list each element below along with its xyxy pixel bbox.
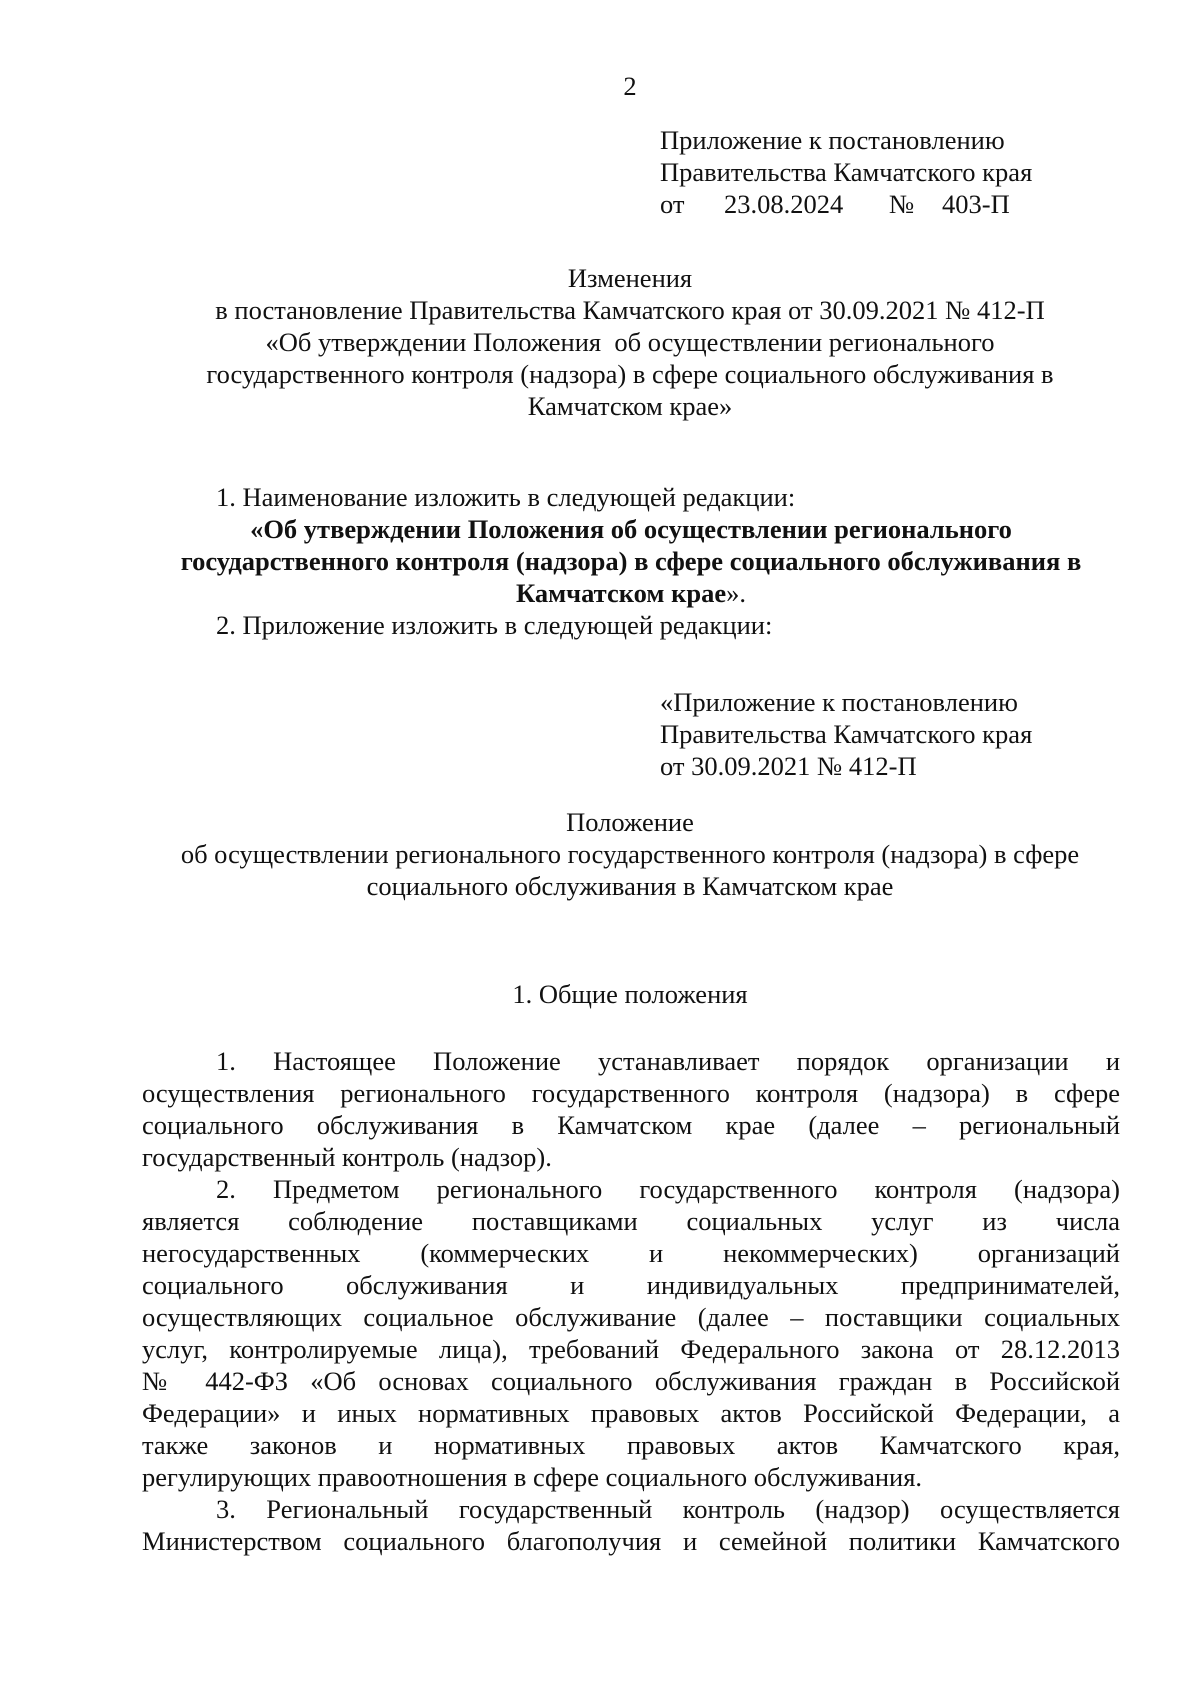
changes-line-2: «Об утверждении Положения об осуществлении регионального [265, 327, 995, 357]
appendix-line-1: Приложение к постановлению [660, 125, 1005, 155]
paragraph-2 [142, 1173, 1120, 1493]
paragraph-2-line: Федерации» и иных нормативных правовых актов Российской Федерации, а [142, 1398, 1120, 1428]
changes-line-3: государственного контроля (надзора) в сфере социального обслуживания в [206, 359, 1054, 389]
item-1-bold-line-3-text: Камчатском крае [515, 578, 727, 608]
changes-line-1: в постановление Правительства Камчатского края от 30.09.2021 № 412-П [215, 295, 1045, 325]
item-1-bold-line-2: государственного контроля (надзора) в сфере социального обслуживания в [180, 546, 1082, 576]
item-1-new-title [142, 513, 1120, 609]
item-1-bold-line-1: «Об утверждении Положения об осуществлении регионального [250, 514, 1012, 544]
paragraph-2-line: является соблюдение поставщиками социальных услуг из числа [142, 1206, 1120, 1236]
regulation-line-2: социального обслуживания в Камчатском крае [366, 871, 894, 901]
new-appendix-line-2: Правительства Камчатского края [660, 719, 1033, 749]
paragraph-1-line: государственный контроль (надзор). [142, 1142, 552, 1172]
paragraph-2-line: негосударственных (коммерческих и некоммерческих) организаций [142, 1238, 1120, 1268]
paragraph-2-line: регулирующих правоотношения в сфере социального обслуживания. [142, 1462, 923, 1492]
paragraph-1-line: осуществления регионального государственного контроля (надзора) в сфере [142, 1078, 1120, 1108]
changes-line-4: Камчатском крае» [527, 391, 733, 421]
appendix-number: 403-П [942, 189, 1010, 219]
appendix-date: 23.08.2024 [724, 189, 844, 219]
paragraph-2-line: также законов и нормативных правовых актов Камчатского края, [142, 1430, 1120, 1460]
paragraph-3 [142, 1493, 1120, 1557]
paragraph-2-line: социального обслуживания и индивидуальных предпринимателей, [142, 1270, 1120, 1300]
new-appendix-line-3: от 30.09.2021 № 412-П [660, 751, 917, 781]
appendix-line-2: Правительства Камчатского края [660, 157, 1033, 187]
paragraph-1-line: 1. Настоящее Положение устанавливает порядок организации и [216, 1046, 1120, 1076]
appendix-header [660, 124, 1032, 220]
paragraph-2-line: осуществляющих социальное обслуживание (далее – поставщики социальных [142, 1302, 1120, 1332]
appendix-number-sign: № [889, 189, 915, 219]
appendix-from-label: от [660, 189, 685, 219]
regulation-line-1: об осуществлении регионального государственного контроля (надзора) в сфере [180, 839, 1080, 869]
paragraph-2-line: 2. Предметом регионального государственного контроля (надзора) [216, 1174, 1120, 1204]
paragraph-1 [142, 1045, 1120, 1173]
paragraph-2-line: услуг, контролируемые лица), требований Федерального закона от 28.12.2013 [142, 1334, 1120, 1364]
new-appendix-header [660, 686, 1032, 782]
item-1-text: 1. Наименование изложить в следующей редакции: [216, 482, 796, 512]
regulation-title: Положение [566, 807, 694, 837]
item-1-bold-line-3-tail: ». [726, 578, 746, 608]
page-number: 2 [623, 71, 637, 101]
item-2-text: 2. Приложение изложить в следующей редакции: [216, 610, 773, 640]
paragraph-2-line: № 442-ФЗ «Об основах социального обслуживания граждан в Российской [142, 1366, 1120, 1396]
paragraph-3-line: Министерством социального благополучия и семейной политики Камчатского [142, 1526, 1120, 1556]
paragraph-1-line: социального обслуживания в Камчатском крае (далее – региональный [142, 1110, 1120, 1140]
regulation-heading [140, 806, 1120, 902]
changes-title: Изменения [567, 263, 693, 293]
changes-heading [140, 262, 1120, 422]
paragraph-3-line: 3. Региональный государственный контроль (надзор) осуществляется [216, 1494, 1120, 1524]
new-appendix-line-1: «Приложение к постановлению [660, 687, 1018, 717]
item-1-bold-line-3 [142, 577, 1120, 609]
appendix-date-line [660, 188, 1032, 220]
section-1-title: 1. Общие положения [512, 979, 748, 1009]
